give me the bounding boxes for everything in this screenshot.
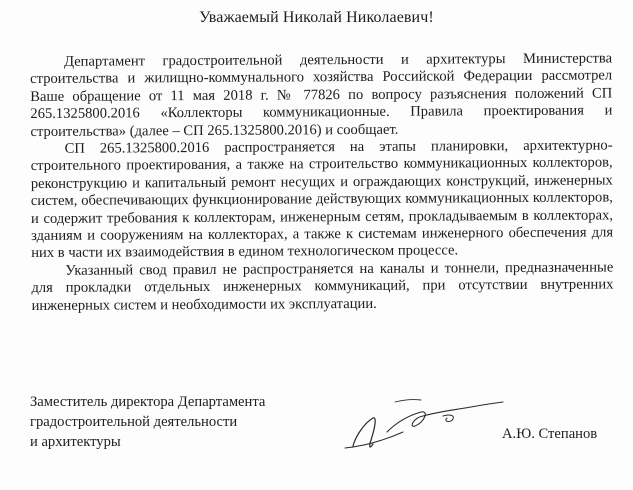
paragraph-request: Департамент градостроительной деятельности и архитектуры Министерства строительства и жилищно-коммунального хозяйства Российской Федерации рассмотрел Ваше обращение от 11 мая 2018 г. № 77826 по вопросу разъяснения положений СП 265.1325800.2016 «Коллекторы коммуникационные. Правила проектирования и строительства» (далее – СП 265.1325800.2016) и сообщает. <box>30 50 613 140</box>
letter-body <box>30 50 614 315</box>
signer-title-line: градостроительной деятельности <box>30 414 238 430</box>
letter-greeting: Уважаемый Николай Николаевич! <box>199 9 434 26</box>
signer-name: А.Ю. Степанов <box>502 426 598 442</box>
handwritten-signature <box>325 388 515 458</box>
signer-title-line: и архитектуры <box>30 434 121 450</box>
signer-title-line: Заместитель директора Департамента <box>30 394 266 410</box>
signer-title <box>30 392 330 452</box>
paragraph-scope: СП 265.1325800.2016 распространяется на этапы планировки, архитектурно-строительного проектирования, а также на строительство коммуникационных коллекторов, реконструкцию и капитальный ремонт несущих и ограждающих конструкций, инженерных систем, обеспечивающих функционирование действующих коммуникационных коллекторов, и содержит требования к коллекторам, инженерным сетям, прокладываемым в коллекторах, зданиям и сооружениям на коллекторах, а также к системам инженерного обеспечения для них в части их взаимодействия в едином технологическом процессе. <box>30 137 614 262</box>
paragraph-exclusions: Указанный свод правил не распространяется на каналы и тоннели, предназначенные для прокладки отдельных инженерных коммуникаций, при отсутствии внутренних инженерных систем и необходимости их эксплуатации. <box>31 259 614 314</box>
